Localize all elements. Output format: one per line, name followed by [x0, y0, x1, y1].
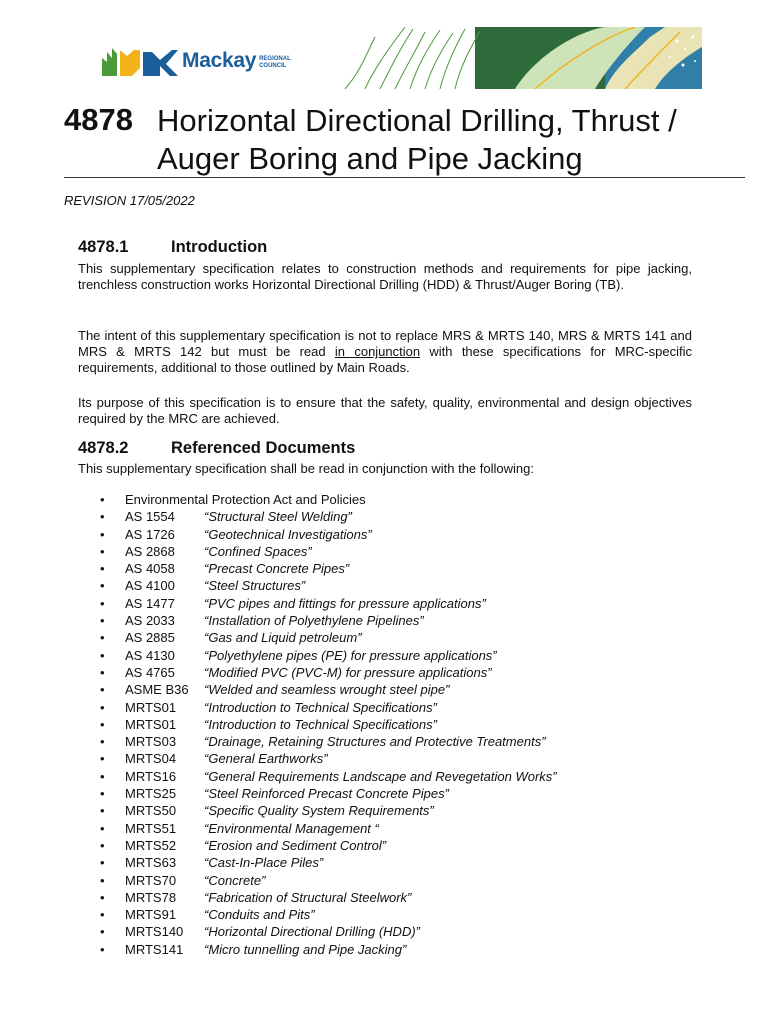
reference-title: “Introduction to Technical Specifications”	[204, 699, 437, 715]
bullet-icon: •	[100, 924, 105, 940]
bullet-icon: •	[100, 630, 105, 646]
reference-title: “General Requirements Landscape and Revegetation Works”	[204, 768, 557, 784]
reference-code: MRTS52	[125, 837, 177, 853]
council-logo	[100, 41, 291, 81]
bullet-icon: •	[100, 664, 105, 680]
reference-title: “Geotechnical Investigations”	[204, 526, 372, 542]
reference-title: “General Earthworks”	[204, 751, 328, 767]
header-banner	[100, 27, 702, 89]
section-heading-introduction: 4878.1 Introduction	[78, 238, 268, 256]
reference-code: MRTS01	[125, 716, 177, 732]
bullet-icon: •	[100, 751, 105, 767]
bullet-icon: •	[100, 837, 105, 853]
bullet-icon: •	[100, 509, 105, 525]
reference-code: MRTS03	[125, 734, 177, 750]
reference-code: MRTS51	[125, 820, 177, 836]
refs-intro-paragraph: This supplementary specification shall be read in conjunction with the following:	[78, 461, 534, 476]
bullet-icon: •	[100, 855, 105, 871]
bullet-icon: •	[100, 526, 105, 542]
reference-title: “Precast Concrete Pipes”	[204, 561, 350, 577]
reference-title: “Environmental Management “	[204, 820, 379, 836]
reference-code: MRTS91	[125, 907, 177, 923]
bullet-icon: •	[100, 647, 105, 663]
title-text: Horizontal Directional Drilling, Thrust / Auger Boring and Pipe Jacking	[157, 103, 677, 176]
reference-code: MRTS04	[125, 751, 177, 767]
bullet-icon: •	[100, 716, 105, 732]
reference-code: MRTS16	[125, 768, 177, 784]
reference-title: “Erosion and Sediment Control”	[204, 837, 387, 853]
intro-paragraph-3: Its purpose of this specification is to ensure that the safety, quality, environmental and design objectives required by the MRC are achieved.	[78, 395, 692, 426]
reference-code: MRTS140	[125, 924, 184, 940]
reference-code: MRTS63	[125, 855, 177, 871]
intro-paragraph-2: The intent of this supplementary specification is not to replace MRS & MRTS 140, MRS & MRTS 141 and MRS & MRTS 142 but must be read in conjunction with these specifications for MRC-specific requirements, additional to those outlined by Main Roads.	[78, 328, 692, 375]
reference-code: MRTS50	[125, 803, 177, 819]
reference-title: “Welded and seamless wrought steel pipe”	[204, 682, 450, 698]
reference-code: AS 1477	[125, 595, 175, 611]
bullet-icon: •	[100, 699, 105, 715]
reference-title: “Micro tunnelling and Pipe Jacking”	[204, 941, 407, 957]
reference-code: AS 2033	[125, 613, 175, 629]
reference-title: “PVC pipes and fittings for pressure applications”	[204, 595, 486, 611]
reference-code: ASME B36	[125, 682, 189, 698]
bullet-icon: •	[100, 768, 105, 784]
bullet-icon: •	[100, 613, 105, 629]
reference-title: “Confined Spaces”	[204, 543, 312, 559]
bullet-icon: •	[100, 561, 105, 577]
bullet-icon: •	[100, 803, 105, 819]
reference-code: MRTS25	[125, 786, 177, 802]
reference-title: “Fabrication of Structural Steelwork”	[204, 889, 412, 905]
reference-title: “Polyethylene pipes (PE) for pressure applications”	[204, 647, 497, 663]
reference-code: MRTS78	[125, 889, 177, 905]
reference-title: “Steel Reinforced Precast Concrete Pipes”	[204, 786, 449, 802]
reference-code: MRTS141	[125, 941, 184, 957]
reference-title: “Drainage, Retaining Structures and Protective Treatments”	[204, 734, 546, 750]
bullet-icon: •	[100, 941, 105, 957]
reference-code: AS 4765	[125, 664, 175, 680]
reference-code: AS 4058	[125, 561, 175, 577]
reference-code: AS 2885	[125, 630, 175, 646]
decorative-landscape-art	[305, 27, 702, 89]
reference-title: “Installation of Polyethylene Pipelines”	[204, 613, 424, 629]
bullet-icon: •	[100, 492, 105, 507]
bullet-icon: •	[100, 872, 105, 888]
reference-code: AS 1726	[125, 526, 175, 542]
bullet-icon: •	[100, 786, 105, 802]
bullet-icon: •	[100, 595, 105, 611]
logo-name: Mackay	[182, 49, 257, 72]
reference-code: AS 1554	[125, 509, 175, 525]
bullet-icon: •	[100, 543, 105, 559]
bullet-icon: •	[100, 734, 105, 750]
reference-title: “Cast-In-Place Piles”	[204, 855, 324, 871]
revision-label: REVISION 17/05/2022	[64, 193, 195, 208]
reference-code: AS 2868	[125, 543, 175, 559]
reference-code: AS 4130	[125, 647, 175, 663]
reference-title: “Modified PVC (PVC-M) for pressure applications”	[204, 664, 492, 680]
bullet-icon: •	[100, 682, 105, 698]
reference-title: “Conduits and Pits”	[204, 907, 315, 923]
reference-title: “Horizontal Directional Drilling (HDD)”	[204, 924, 420, 940]
reference-title: “Steel Structures”	[204, 578, 306, 594]
reference-title: “Concrete”	[204, 872, 266, 888]
reference-title: “Gas and Liquid petroleum”	[204, 630, 362, 646]
title-number: 4878	[64, 102, 133, 137]
logo-subtitle: REGIONAL COUNCIL	[259, 56, 291, 69]
reference-title: “Structural Steel Welding”	[204, 509, 352, 525]
title-divider	[64, 177, 745, 178]
reference-code: AS 4100	[125, 578, 175, 594]
reference-code: MRTS01	[125, 699, 177, 715]
bullet-icon: •	[100, 578, 105, 594]
reference-title: “Introduction to Technical Specifications”	[204, 716, 437, 732]
bullet-icon: •	[100, 907, 105, 923]
logo-mark-icon	[100, 46, 178, 76]
reference-title: “Specific Quality System Requirements”	[204, 803, 434, 819]
bullet-icon: •	[100, 889, 105, 905]
bullet-icon: •	[100, 820, 105, 836]
reference-code: MRTS70	[125, 872, 177, 888]
intro-paragraph-1: This supplementary specification relates to construction methods and requirements for pipe jacking, trenchless construction works Horizontal Directional Drilling (HDD) & Thrust/Auger Boring (TB).	[78, 261, 692, 292]
section-heading-referenced-documents: 4878.2 Referenced Documents	[78, 439, 356, 457]
